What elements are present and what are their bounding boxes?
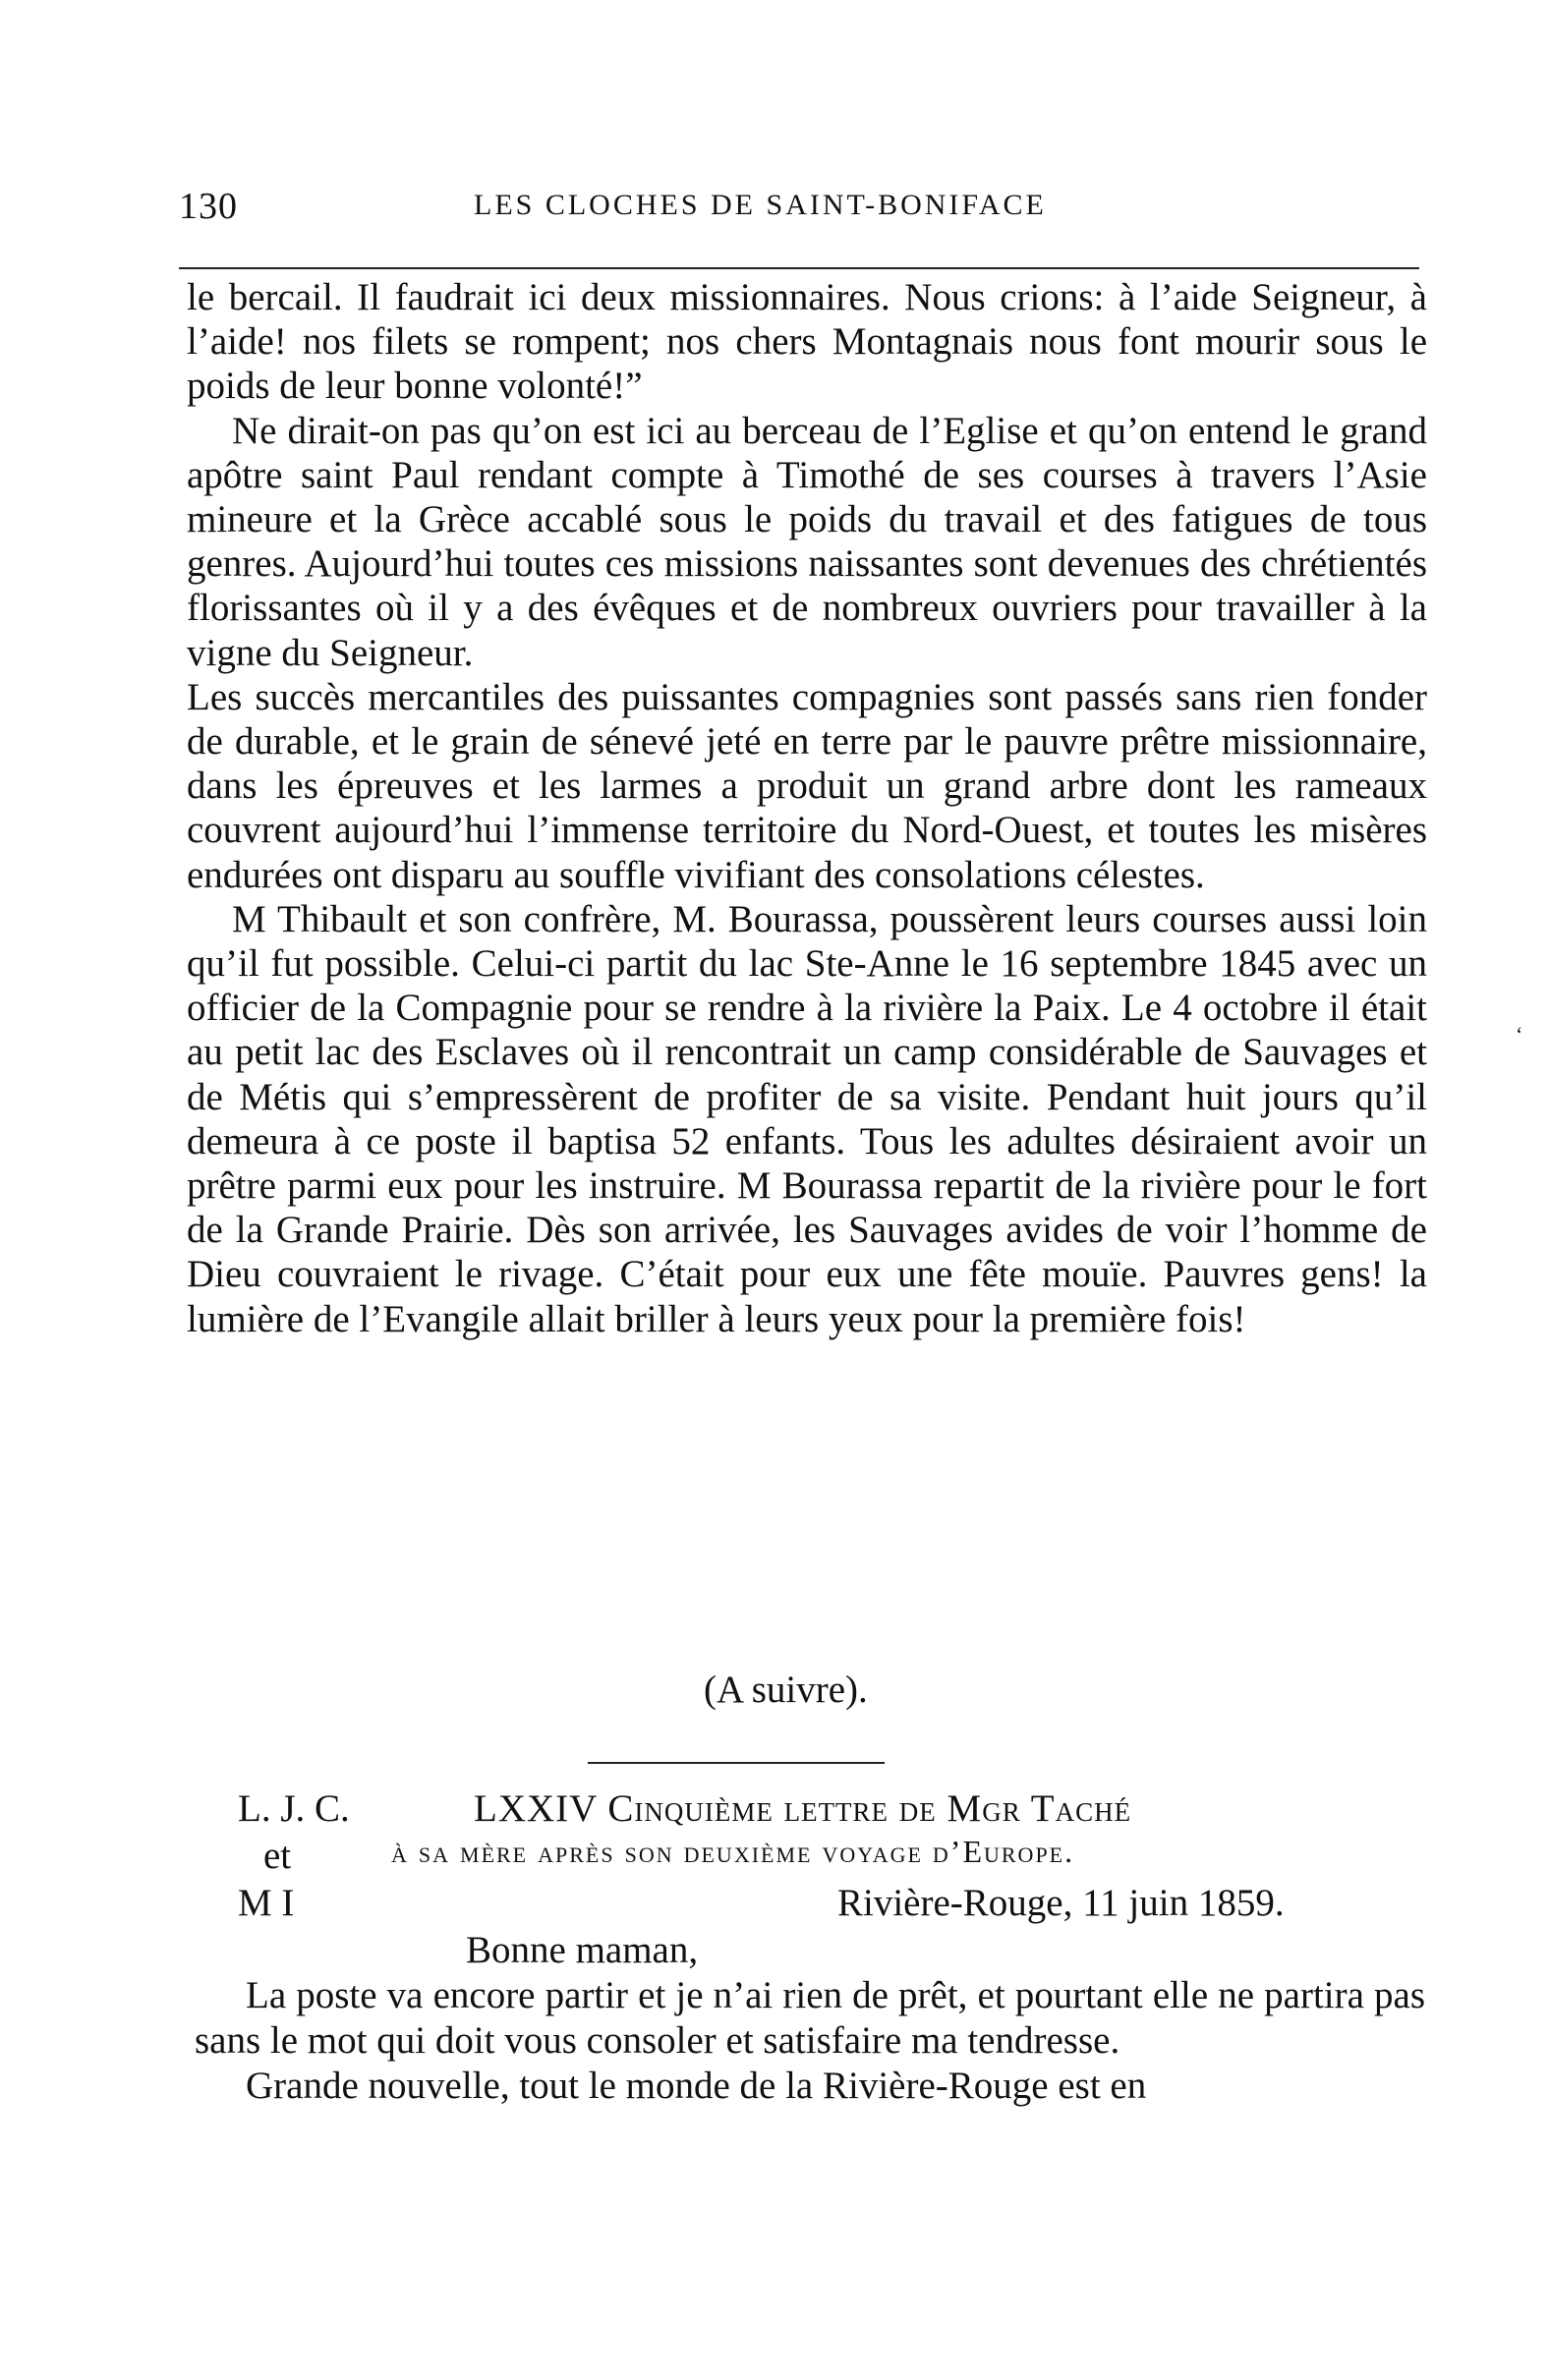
page-number: 130 (179, 186, 238, 227)
letter-dateline: Rivière-Rouge, 11 juin 1859. (837, 1882, 1285, 1924)
letter-paragraph-nouvelle: Grande nouvelle, tout le monde de la Rivière-Rouge est en (246, 2065, 1147, 2107)
paragraph-continuation: le bercail. Il faudrait ici deux missionnaires. Nous crions: à l’aide Seigneur, à l’aide! nos filets se rompent; nos chers Montagnais nous font mourir sous le poids de leur bonne volonté!” (187, 276, 1427, 408)
section-rule (588, 1762, 885, 1764)
letter-salutation: Bonne maman, (466, 1929, 699, 1971)
page-header (179, 185, 1427, 234)
to-be-continued: (A suivre). (704, 1669, 868, 1711)
paragraph-succes: Les succès mercantiles des puissantes compagnies sont passés sans rien fonder de durable, et le grain de sénevé jeté en terre par le pauvre prêtre missionnaire, dans les épreuves et les larmes a produit un grand arbre dont les rameaux couvrent aujourd’hui l’immense territoire du Nord-Ouest, et toutes les misères endurées ont disparu au souffle vivifiant des consolations célestes. (187, 675, 1427, 896)
paragraph-eglise: Ne dirait-on pas qu’on est ici au berceau de l’Eglise et qu’on entend le grand apôtre saint Paul rendant compte à Timothé de ses courses à travers l’Asie mineure et la Grèce accablé sous le poids du travail et des fatigues de tous genres. Aujourd’hui toutes ces missions naissantes sont devenues des chrétientés florissantes où il y a des évêques et de nombreux ouvriers pour travailler à la vigne du Seigneur. (187, 409, 1427, 674)
letter-text (195, 1973, 1425, 2109)
letter-subtitle: à sa mère après son deuxième voyage d’Europe. (391, 1834, 1075, 1869)
running-title: LES CLOCHES DE SAINT-BONIFACE (474, 189, 1047, 221)
ljc-monogram-line-2: et (263, 1835, 292, 1877)
ljc-monogram-line-3: M I (238, 1882, 295, 1924)
letter-title: LXXIV Cinquième lettre de Mgr Taché (474, 1787, 1132, 1830)
margin-mark: ‘ (1516, 1022, 1523, 1047)
paragraph-thibault: M Thibault et son confrère, M. Bourassa, poussèrent leurs courses aussi loin qu’il fut possible. Celui-ci partit du lac Ste-Anne le 16 septembre 1845 avec un officier de la Compagnie pour se rendre à la rivière la Paix. Le 4 octobre il était au petit lac des Esclaves où il rencontrait un camp considérable de Sauvages et de Métis qui s’empressèrent de profiter de sa visite. Pendant huit jours qu’il demeura à ce poste il baptisa 52 enfants. Tous les adultes désiraient avoir un prêtre parmi eux pour les instruire. M Bourassa repartit de la rivière pour le fort de la Grande Prairie. Dès son arrivée, les Sauvages avides de voir l’homme de Dieu couvraient le rivage. C’était pour eux une fête mouïe. Pauvres gens! la lumière de l’Evangile allait briller à leurs yeux pour la première fois! (187, 897, 1427, 1340)
letter-paragraph-poste: La poste va encore partir et je n’ai rien de prêt, et pourtant elle ne partira pas sans le mot qui doit vous consoler et satisfaire ma tendresse. (195, 1974, 1425, 2062)
header-rule (179, 267, 1419, 269)
ljc-monogram-line-1: L. J. C. (238, 1787, 350, 1830)
body-text (187, 275, 1427, 1341)
